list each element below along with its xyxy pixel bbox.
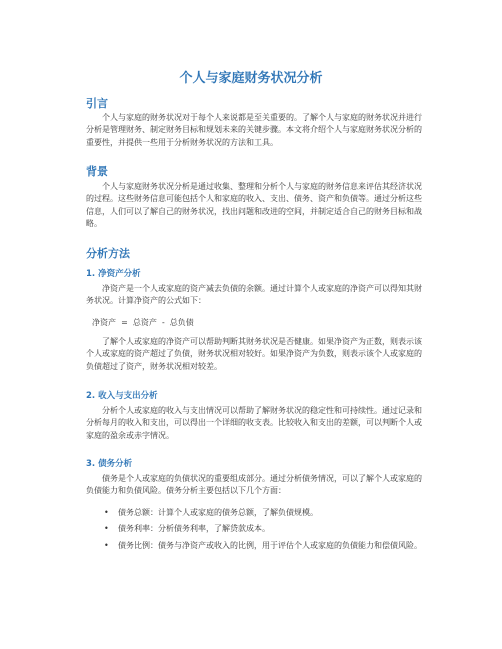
net-assets-heading: 1. 净资产分析 (86, 269, 141, 279)
list-item (86, 523, 426, 535)
intro-heading: 引言 (86, 97, 108, 110)
bullet-icon: • (104, 540, 109, 550)
bullet-text: 债务利率：分析债务利率，了解贷款成本。 (118, 524, 270, 534)
net-assets-paragraph: 净资产是一个人或家庭的资产减去负债的余额。通过计算个人或家庭的净资产可以得知其财务状况。计算净资产的公式如下： (86, 284, 422, 306)
income-expense-heading: 2. 收入与支出分析 (86, 391, 158, 401)
intro-paragraph: 个人与家庭的财务状况对于每个人来说都是至关重要的。了解个人与家庭的财务状况并进行分析是管理财务、制定财务目标和规划未来的关键步骤。本文将介绍个人与家庭财务状况分析的重要性，并提供一些用于分析财务状况的方法和工具。 (86, 113, 422, 147)
debt-bullet-list (86, 507, 426, 556)
debt-paragraph: 债务是个人或家庭的负债状况的重要组成部分。通过分析债务情况，可以了解个人或家庭的负债能力和负债风险。债务分析主要包括以下几个方面： (86, 474, 422, 496)
bullet-text: 债务总额：计算个人或家庭的债务总额，了解负债规模。 (118, 508, 318, 517)
income-expense-paragraph: 分析个人或家庭的收入与支出情况可以帮助了解财务状况的稳定性和可持续性。通过记录和分析每月的收入和支出，可以得出一个详细的收支表。比较收入和支出的差额，可以判断个人或家庭的盈余或赤字情况。 (86, 406, 422, 440)
document-title: 个人与家庭财务状况分析 (179, 71, 323, 86)
list-item (86, 540, 426, 552)
bullet-icon: • (104, 524, 109, 534)
net-assets-paragraph-2: 了解个人或家庭的净资产可以帮助判断其财务状况是否健康。如果净资产为正数，则表示该个人或家庭的资产超过了负债，财务状况相对较好。如果净资产为负数，则表示该个人或家庭的负债超过了资产，财务状况相对较差。 (86, 337, 422, 371)
methods-heading: 分析方法 (86, 247, 130, 260)
bullet-text: 债务比例：债务与净资产或收入的比例，用于评估个人或家庭的负债能力和偿债风险。 (118, 540, 422, 550)
list-item (86, 507, 426, 519)
background-heading: 背景 (86, 165, 108, 178)
net-assets-formula: 净资产 = 总资产 - 总负债 (92, 318, 194, 327)
debt-heading: 3. 债务分析 (86, 459, 133, 469)
bullet-icon: • (104, 508, 109, 517)
background-paragraph: 个人与家庭财务状况分析是通过收集、整理和分析个人与家庭的财务信息来评估其经济状况的过程。这些财务信息可能包括个人和家庭的收入、支出、债务、资产和负债等。通过分析这些信息，人们可以了解自己的财务状况，找出问题和改进的空间，并制定适合自己的财务目标和战略。 (86, 182, 422, 228)
